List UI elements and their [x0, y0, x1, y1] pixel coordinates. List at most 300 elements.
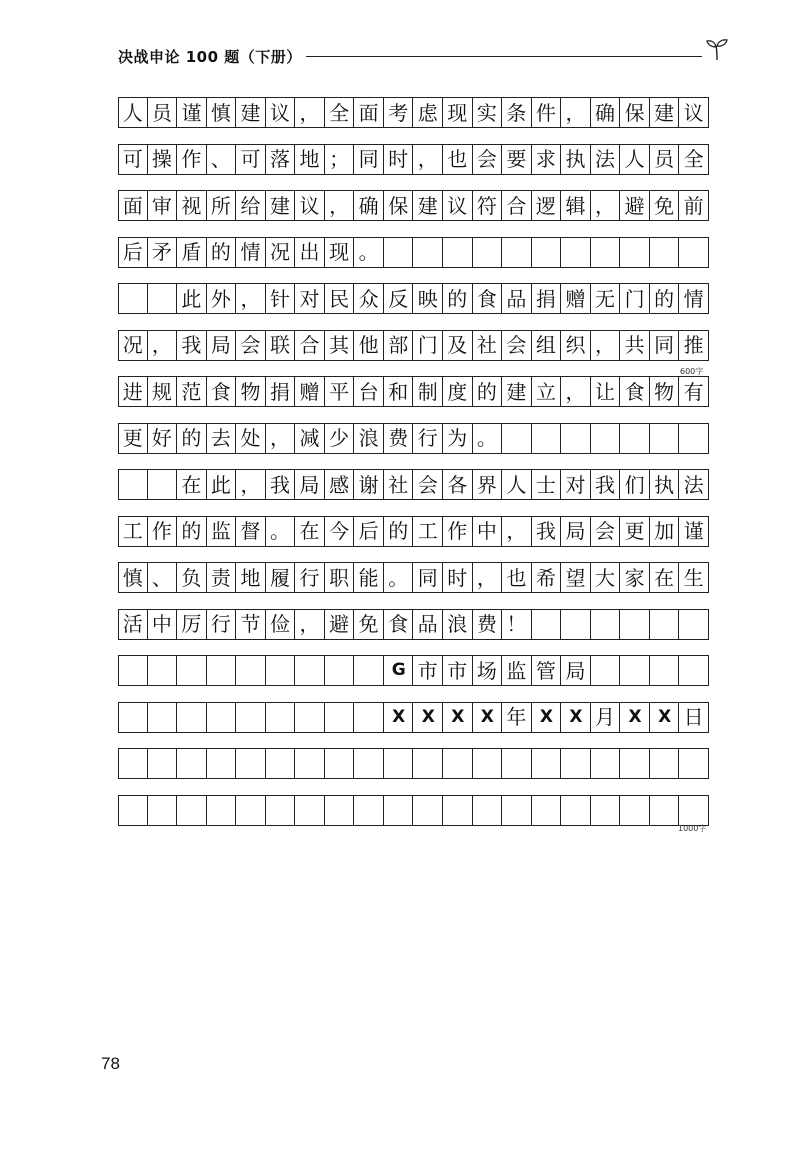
- grid-cell: 社: [384, 469, 414, 500]
- grid-cell: 执: [561, 144, 591, 175]
- grid-cell: 此: [207, 469, 237, 500]
- grid-cell: 我: [532, 516, 562, 547]
- grid-cell: 针: [266, 283, 296, 314]
- grid-cell: 大: [591, 562, 621, 593]
- grid-cell: 同: [413, 562, 443, 593]
- grid-cell: [413, 237, 443, 268]
- grid-cell: 希: [532, 562, 562, 593]
- grid-cell: 工: [118, 516, 148, 547]
- grid-cell: 避: [325, 609, 355, 640]
- grid-cell: [561, 237, 591, 268]
- grid-row: [118, 283, 709, 314]
- grid-cell: 慎: [207, 97, 237, 128]
- grid-cell: 物: [236, 376, 266, 407]
- grid-cell: 局: [207, 330, 237, 361]
- grid-cell: ，: [295, 609, 325, 640]
- grid-cell: [295, 655, 325, 686]
- grid-cell: [384, 748, 414, 779]
- grid-cell: 议: [295, 190, 325, 221]
- grid-cell: 时: [384, 144, 414, 175]
- grid-cell: 台: [354, 376, 384, 407]
- grid-cell: [679, 748, 709, 779]
- grid-cell: 执: [650, 469, 680, 500]
- grid-cell: 前: [679, 190, 709, 221]
- grid-cell: [118, 655, 148, 686]
- grid-cell: 、: [148, 562, 178, 593]
- grid-cell: 年: [502, 702, 532, 733]
- grid-cell: X: [561, 702, 591, 733]
- grid-cell: 员: [148, 97, 178, 128]
- grid-cell: 浪: [354, 423, 384, 454]
- grid-cell: 浪: [443, 609, 473, 640]
- grid-cell: [502, 748, 532, 779]
- grid-cell: [532, 237, 562, 268]
- grid-cell: 在: [177, 469, 207, 500]
- grid-cell: 会: [236, 330, 266, 361]
- grid-cell: 议: [443, 190, 473, 221]
- grid-cell: 视: [177, 190, 207, 221]
- grid-cell: 建: [650, 97, 680, 128]
- grid-cell: [266, 795, 296, 826]
- grid-cell: 们: [620, 469, 650, 500]
- grid-cell: ，: [148, 330, 178, 361]
- grid-cell: 去: [207, 423, 237, 454]
- grid-cell: 市: [443, 655, 473, 686]
- grid-cell: 品: [502, 283, 532, 314]
- grid-cell: 界: [473, 469, 503, 500]
- grid-row: [118, 97, 709, 128]
- grid-cell: [679, 795, 709, 826]
- grid-cell: 建: [266, 190, 296, 221]
- grid-cell: 人: [620, 144, 650, 175]
- grid-cell: 矛: [148, 237, 178, 268]
- grid-cell: 员: [650, 144, 680, 175]
- grid-cell: 。: [384, 562, 414, 593]
- grid-cell: [473, 748, 503, 779]
- grid-cell: [532, 748, 562, 779]
- grid-cell: 的: [207, 237, 237, 268]
- grid-cell: ，: [413, 144, 443, 175]
- grid-cell: 捐: [266, 376, 296, 407]
- grid-cell: 合: [295, 330, 325, 361]
- grid-cell: 保: [384, 190, 414, 221]
- grid-cell: 也: [443, 144, 473, 175]
- grid-cell: 。: [473, 423, 503, 454]
- grid-cell: 会: [413, 469, 443, 500]
- grid-cell: 费: [473, 609, 503, 640]
- grid-cell: 作: [177, 144, 207, 175]
- grid-cell: 制: [413, 376, 443, 407]
- grid-cell: 食: [620, 376, 650, 407]
- grid-cell: 的: [443, 283, 473, 314]
- grid-cell: X: [620, 702, 650, 733]
- grid-cell: [561, 748, 591, 779]
- grid-cell: [148, 655, 178, 686]
- grid-cell: ，: [325, 190, 355, 221]
- grid-cell: [148, 469, 178, 500]
- grid-cell: [118, 283, 148, 314]
- grid-cell: 中: [148, 609, 178, 640]
- grid-cell: [236, 748, 266, 779]
- grid-cell: [443, 795, 473, 826]
- grid-cell: 我: [591, 469, 621, 500]
- grid-cell: [148, 283, 178, 314]
- grid-cell: 条: [502, 97, 532, 128]
- grid-cell: 辑: [561, 190, 591, 221]
- grid-cell: [473, 795, 503, 826]
- grid-cell: 品: [413, 609, 443, 640]
- grid-cell: 盾: [177, 237, 207, 268]
- grid-cell: 建: [236, 97, 266, 128]
- grid-cell: 的: [177, 423, 207, 454]
- grid-row: [118, 655, 709, 686]
- grid-cell: [502, 237, 532, 268]
- grid-cell: 赠: [561, 283, 591, 314]
- grid-cell: 部: [384, 330, 414, 361]
- grid-cell: [591, 609, 621, 640]
- grid-cell: 工: [413, 516, 443, 547]
- grid-cell: [532, 609, 562, 640]
- grid-cell: 要: [502, 144, 532, 175]
- grid-cell: 落: [266, 144, 296, 175]
- grid-cell: [650, 237, 680, 268]
- grid-cell: 少: [325, 423, 355, 454]
- grid-cell: 全: [679, 144, 709, 175]
- grid-cell: 食: [384, 609, 414, 640]
- grid-cell: 法: [591, 144, 621, 175]
- grid-cell: 让: [591, 376, 621, 407]
- header-rule: [306, 56, 702, 57]
- grid-cell: 可: [118, 144, 148, 175]
- grid-cell: [177, 655, 207, 686]
- grid-cell: 履: [266, 562, 296, 593]
- grid-cell: ，: [561, 376, 591, 407]
- grid-row: [118, 190, 709, 221]
- grid-cell: [148, 795, 178, 826]
- grid-cell: 给: [236, 190, 266, 221]
- grid-cell: 有: [679, 376, 709, 407]
- grid-cell: 月: [591, 702, 621, 733]
- grid-cell: [561, 795, 591, 826]
- grid-cell: ，: [236, 469, 266, 500]
- grid-cell: 处: [236, 423, 266, 454]
- grid-cell: [295, 795, 325, 826]
- grid-cell: [502, 795, 532, 826]
- grid-cell: 映: [413, 283, 443, 314]
- grid-cell: 局: [561, 655, 591, 686]
- grid-cell: 好: [148, 423, 178, 454]
- grid-cell: 现: [325, 237, 355, 268]
- grid-cell: 也: [502, 562, 532, 593]
- book-title: 决战申论 100 题（下册）: [118, 48, 302, 66]
- grid-cell: [620, 795, 650, 826]
- grid-cell: 虑: [413, 97, 443, 128]
- grid-cell: 作: [148, 516, 178, 547]
- grid-cell: 在: [295, 516, 325, 547]
- grid-cell: [325, 655, 355, 686]
- grid-cell: 反: [384, 283, 414, 314]
- grid-cell: [354, 655, 384, 686]
- grid-cell: 、: [207, 144, 237, 175]
- grid-cell: 考: [384, 97, 414, 128]
- grid-cell: 会: [502, 330, 532, 361]
- grid-cell: 加: [650, 516, 680, 547]
- grid-cell: [384, 795, 414, 826]
- grid-cell: 外: [207, 283, 237, 314]
- grid-cell: ，: [591, 330, 621, 361]
- grid-cell: [679, 237, 709, 268]
- grid-cell: [295, 702, 325, 733]
- grid-cell: [207, 655, 237, 686]
- grid-cell: 的: [473, 376, 503, 407]
- grid-cell: [207, 748, 237, 779]
- grid-cell: 监: [207, 516, 237, 547]
- grid-cell: 审: [148, 190, 178, 221]
- grid-cell: [266, 655, 296, 686]
- grid-cell: [325, 795, 355, 826]
- grid-cell: [118, 469, 148, 500]
- grid-cell: 同: [650, 330, 680, 361]
- grid-cell: 。: [354, 237, 384, 268]
- grid-cell: [384, 237, 414, 268]
- grid-cell: 慎: [118, 562, 148, 593]
- grid-row: [118, 376, 709, 407]
- grid-cell: 可: [236, 144, 266, 175]
- grid-cell: 况: [266, 237, 296, 268]
- grid-cell: 建: [413, 190, 443, 221]
- grid-cell: 中: [473, 516, 503, 547]
- grid-cell: [325, 702, 355, 733]
- grid-cell: X: [532, 702, 562, 733]
- grid-cell: 今: [325, 516, 355, 547]
- grid-cell: 此: [177, 283, 207, 314]
- grid-cell: 我: [266, 469, 296, 500]
- grid-cell: 和: [384, 376, 414, 407]
- grid-cell: 其: [325, 330, 355, 361]
- grid-cell: 面: [118, 190, 148, 221]
- grid-cell: ，: [266, 423, 296, 454]
- grid-cell: 谨: [177, 97, 207, 128]
- grid-cell: 为: [443, 423, 473, 454]
- grid-cell: 会: [473, 144, 503, 175]
- grid-cell: 人: [118, 97, 148, 128]
- grid-cell: [679, 655, 709, 686]
- grid-cell: 谢: [354, 469, 384, 500]
- grid-cell: 免: [354, 609, 384, 640]
- grid-cell: X: [473, 702, 503, 733]
- grid-cell: 能: [354, 562, 384, 593]
- grid-cell: 共: [620, 330, 650, 361]
- grid-cell: 免: [650, 190, 680, 221]
- grid-cell: 后: [118, 237, 148, 268]
- grid-cell: 门: [620, 283, 650, 314]
- grid-cell: 厉: [177, 609, 207, 640]
- grid-cell: [620, 655, 650, 686]
- grid-cell: 场: [473, 655, 503, 686]
- grid-cell: [207, 702, 237, 733]
- grid-cell: 责: [207, 562, 237, 593]
- grid-cell: 地: [236, 562, 266, 593]
- grid-cell: [118, 702, 148, 733]
- grid-cell: 望: [561, 562, 591, 593]
- grid-cell: 士: [532, 469, 562, 500]
- grid-cell: 民: [325, 283, 355, 314]
- grid-cell: 地: [295, 144, 325, 175]
- grid-cell: [266, 748, 296, 779]
- grid-cell: 组: [532, 330, 562, 361]
- grid-cell: [177, 795, 207, 826]
- grid-cell: 更: [620, 516, 650, 547]
- grid-cell: [591, 795, 621, 826]
- grid-cell: [591, 423, 621, 454]
- grid-cell: [591, 655, 621, 686]
- grid-cell: [325, 748, 355, 779]
- grid-row: [118, 748, 709, 779]
- grid-cell: 他: [354, 330, 384, 361]
- grid-cell: G: [384, 655, 414, 686]
- grid-cell: ，: [591, 190, 621, 221]
- grid-cell: [650, 423, 680, 454]
- grid-cell: 众: [354, 283, 384, 314]
- grid-cell: 对: [561, 469, 591, 500]
- grid-cell: [413, 748, 443, 779]
- grid-row: [118, 423, 709, 454]
- grid-cell: 职: [325, 562, 355, 593]
- grid-cell: 行: [413, 423, 443, 454]
- grid-cell: 局: [295, 469, 325, 500]
- grid-cell: ，: [295, 97, 325, 128]
- grid-cell: 及: [443, 330, 473, 361]
- grid-cell: 的: [384, 516, 414, 547]
- grid-cell: 减: [295, 423, 325, 454]
- word-count-marker-1000: 1000字: [678, 824, 707, 833]
- grid-cell: 家: [620, 562, 650, 593]
- grid-cell: 会: [591, 516, 621, 547]
- grid-row: [118, 330, 709, 361]
- grid-cell: 合: [502, 190, 532, 221]
- grid-cell: 对: [295, 283, 325, 314]
- grid-cell: [148, 702, 178, 733]
- grid-cell: [650, 655, 680, 686]
- grid-cell: 。: [266, 516, 296, 547]
- grid-cell: 范: [177, 376, 207, 407]
- grid-cell: 行: [295, 562, 325, 593]
- grid-cell: ，: [236, 283, 266, 314]
- grid-cell: 管: [532, 655, 562, 686]
- grid-cell: 日: [679, 702, 709, 733]
- running-header: [118, 44, 730, 74]
- grid-row: [118, 562, 709, 593]
- grid-cell: 全: [325, 97, 355, 128]
- grid-cell: 织: [561, 330, 591, 361]
- grid-cell: [236, 655, 266, 686]
- grid-cell: 情: [236, 237, 266, 268]
- grid-cell: 感: [325, 469, 355, 500]
- grid-cell: [443, 237, 473, 268]
- grid-cell: 保: [620, 97, 650, 128]
- grid-cell: 法: [679, 469, 709, 500]
- grid-cell: [679, 609, 709, 640]
- grid-cell: [354, 795, 384, 826]
- grid-cell: [591, 237, 621, 268]
- grid-cell: 建: [502, 376, 532, 407]
- grid-cell: 符: [473, 190, 503, 221]
- grid-cell: [473, 237, 503, 268]
- grid-cell: 节: [236, 609, 266, 640]
- grid-cell: 推: [679, 330, 709, 361]
- grid-cell: [443, 748, 473, 779]
- grid-cell: 进: [118, 376, 148, 407]
- grid-cell: 我: [177, 330, 207, 361]
- grid-cell: 议: [266, 97, 296, 128]
- grid-row: [118, 516, 709, 547]
- grid-cell: [650, 748, 680, 779]
- grid-cell: [502, 423, 532, 454]
- grid-cell: [207, 795, 237, 826]
- grid-cell: [118, 795, 148, 826]
- grid-cell: ！: [502, 609, 532, 640]
- grid-cell: 费: [384, 423, 414, 454]
- grid-cell: 度: [443, 376, 473, 407]
- grid-cell: 现: [443, 97, 473, 128]
- grid-cell: [650, 609, 680, 640]
- grid-cell: 时: [443, 562, 473, 593]
- grid-cell: [266, 702, 296, 733]
- grid-cell: 况: [118, 330, 148, 361]
- grid-cell: X: [384, 702, 414, 733]
- grid-cell: 议: [679, 97, 709, 128]
- grid-cell: [148, 748, 178, 779]
- grid-cell: 后: [354, 516, 384, 547]
- word-count-marker-600: 600字: [680, 367, 704, 376]
- grid-cell: [591, 748, 621, 779]
- grid-row: [118, 609, 709, 640]
- grid-cell: X: [650, 702, 680, 733]
- grid-cell: 确: [591, 97, 621, 128]
- grid-cell: 食: [207, 376, 237, 407]
- grid-row: [118, 144, 709, 175]
- grid-cell: [561, 609, 591, 640]
- grid-cell: [620, 423, 650, 454]
- grid-row: [118, 795, 709, 826]
- grid-cell: 联: [266, 330, 296, 361]
- grid-cell: [620, 237, 650, 268]
- grid-cell: 的: [177, 516, 207, 547]
- page-number: 78: [101, 1054, 120, 1073]
- grid-cell: 逻: [532, 190, 562, 221]
- grid-cell: 更: [118, 423, 148, 454]
- grid-cell: ；: [325, 144, 355, 175]
- grid-cell: 件: [532, 97, 562, 128]
- grid-cell: X: [413, 702, 443, 733]
- grid-row: [118, 237, 709, 268]
- grid-cell: [118, 748, 148, 779]
- grid-row: [118, 702, 709, 733]
- grid-cell: 面: [354, 97, 384, 128]
- grid-cell: 局: [561, 516, 591, 547]
- grid-cell: [295, 748, 325, 779]
- grid-cell: 物: [650, 376, 680, 407]
- grid-cell: [620, 748, 650, 779]
- grid-cell: 避: [620, 190, 650, 221]
- grid-cell: 行: [207, 609, 237, 640]
- grid-cell: [532, 423, 562, 454]
- grid-cell: 在: [650, 562, 680, 593]
- grid-cell: 所: [207, 190, 237, 221]
- grid-cell: 同: [354, 144, 384, 175]
- grid-cell: ，: [473, 562, 503, 593]
- grid-cell: 平: [325, 376, 355, 407]
